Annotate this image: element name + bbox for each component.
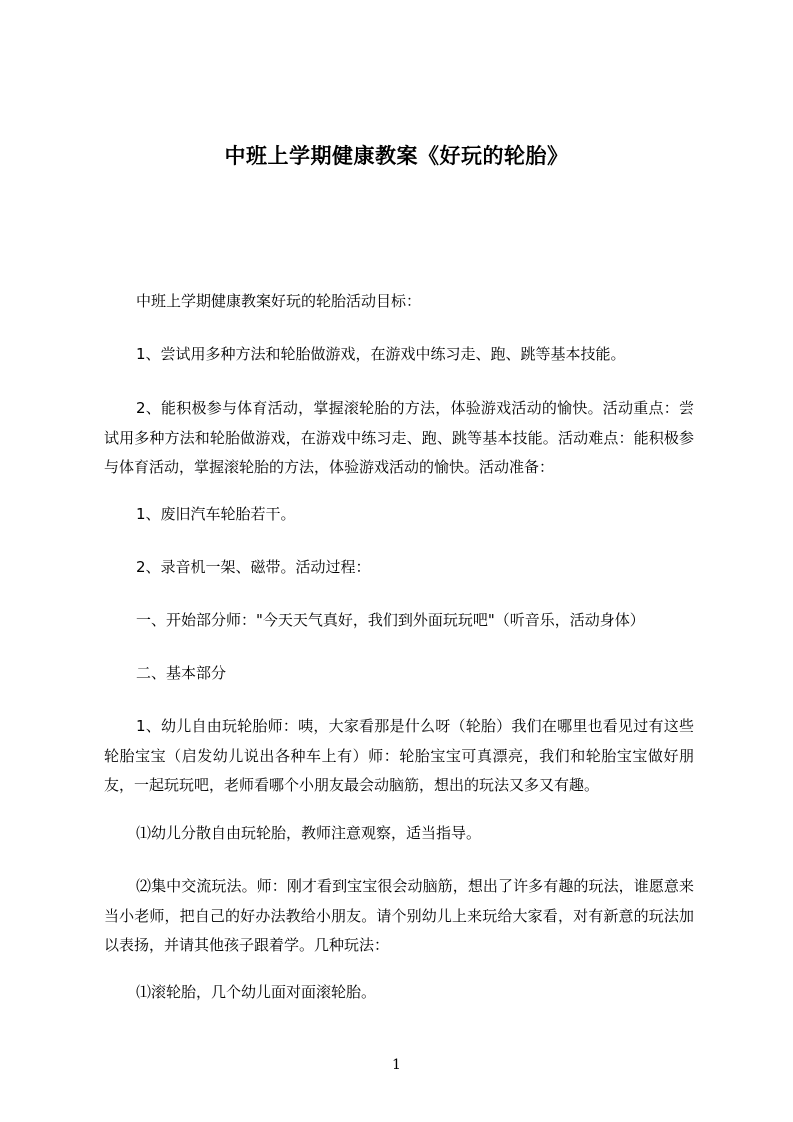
paragraph-game-1: ⑴滚轮胎，几个幼儿面对面滚轮胎。 (136, 983, 377, 1001)
paragraph-objective-1: 1、尝试用多种方法和轮胎做游戏，在游戏中练习走、跑、跳等基本技能。 (136, 345, 626, 363)
page-number: 1 (392, 1057, 401, 1073)
paragraph-opening-section: 一、开始部分师："今天天气真好，我们到外面玩玩吧"（听音乐，活动身体） (136, 611, 645, 629)
paragraph-objective-2: 2、能积极参与体育活动，掌握滚轮胎的方法，体验游戏活动的愉快。活动重点：尝试用多种方法和轮胎做游戏，在游戏中练习走、跑、跳等基本技能。活动难点：能积极参与体育活动，掌握滚轮胎的方法，体验游戏活动的愉快。活动准备： (104, 399, 694, 476)
paragraph-objectives-heading: 中班上学期健康教案好玩的轮胎活动目标： (136, 292, 422, 310)
paragraph-preparation-1: 1、废旧汽车轮胎若干。 (136, 505, 296, 523)
paragraph-free-play: 1、幼儿自由玩轮胎师：咦，大家看那是什么呀（轮胎）我们在哪里也看见过有这些轮胎宝宝（启发幼儿说出各种车上有）师：轮胎宝宝可真漂亮，我们和轮胎宝宝做好朋友，一起玩玩吧，老师看哪个小朋友最会动脑筋，想出的玩法又多又有趣。 (104, 717, 694, 794)
paragraph-basic-section: 二、基本部分 (136, 664, 227, 682)
paragraph-step-2: ⑵集中交流玩法。师：刚才看到宝宝很会动脑筋，想出了许多有趣的玩法，谁愿意来当小老师，把自己的好办法教给小朋友。请个别幼儿上来玩给大家看，对有新意的玩法加以表扬，并请其他孩子跟着学。几种玩法： (104, 877, 694, 954)
paragraph-preparation-2: 2、录音机一架、磁带。活动过程： (136, 558, 371, 576)
paragraph-step-1: ⑴幼儿分散自由玩轮胎，教师注意观察，适当指导。 (136, 824, 482, 842)
document-title: 中班上学期健康教案《好玩的轮胎》 (224, 144, 569, 168)
